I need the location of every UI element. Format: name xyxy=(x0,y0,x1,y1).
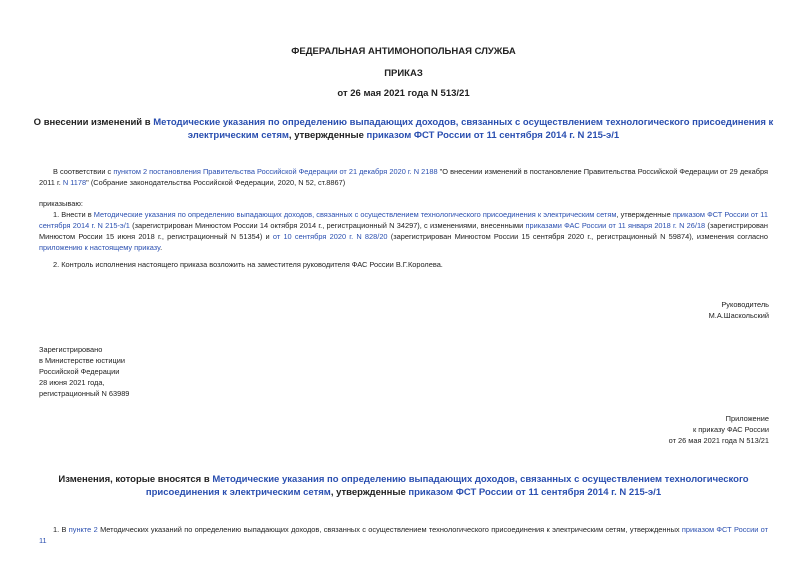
link-decree-1178[interactable]: N 1178 xyxy=(62,178,87,187)
signature-role: Руководитель xyxy=(721,300,769,309)
link-fst-order-215[interactable]: приказом ФСТ России от 11 сентября 2014 г. N 215-э/1 xyxy=(39,210,768,230)
doc-date-number: от 26 мая 2021 года N 513/21 xyxy=(337,88,470,99)
order-word: приказываю: xyxy=(39,199,83,208)
order-item-2: 2. Контроль исполнения настоящего приказа возложить на заместителя руководителя ФАС России В.Г.Королева. xyxy=(53,260,443,269)
registration-line: Российской Федерации xyxy=(39,367,120,376)
order-item-1: 1. Внести в Методические указания по определению выпадающих доходов, связанных с осуществлением технологического присоединения к электрическим сетям, утвержденные приказом ФСТ России от 11 сентября 2014 г. N 215-э/1 (зарегистрирован Минюстом России 14 октября 2014 г., регистрационный N 34297), с изменениями, внесенными приказами ФАС России от 11 января 2018 г. N 26/18 (зарегистрирован Минюстом России 15 июня 2018 г., регистрационный N 51354) и от 10 сентября 2020 г. N 828/20 (зарегистрирован Минюстом России 15 сентября 2020 г., регистрационный N 59874), изменения согласно приложению к настоящему приказу. xyxy=(39,210,769,252)
title-link-fst-order[interactable]: приказом ФСТ России от 11 сентября 2014 г. N 215-э/1 xyxy=(366,130,620,141)
signature-block xyxy=(709,299,769,321)
link-fst-order-partial[interactable]: приказом ФСТ России от 11 xyxy=(39,525,769,545)
appendix-block xyxy=(669,413,769,446)
registration-block xyxy=(39,344,129,399)
title-link-methodical-guidelines[interactable]: Методические указания по определению выпадающих доходов, связанных с осуществлением технологического присоединения к электрическим сетям xyxy=(153,117,774,141)
document-title: О внесении изменений в Методические указания по определению выпадающих доходов, связанных с осуществлением технологического присоединения к электрическим сетям, утвержденные приказом ФСТ России от 11 сентября 2014 г. N 215-э/1 xyxy=(33,117,774,141)
registration-line: Зарегистрировано xyxy=(39,345,103,354)
changes-title-link-methodical-guidelines[interactable]: Методические указания по определению выпадающих доходов, связанных с осуществлением технологического присоединения к электрическим сетям xyxy=(145,474,749,498)
changes-title-link-fst-order[interactable]: приказом ФСТ России от 11 сентября 2014 г. N 215-э/1 xyxy=(408,487,662,498)
registration-line: регистрационный N 63989 xyxy=(39,389,130,398)
link-fas-order-26-18[interactable]: приказами ФАС России от 11 января 2018 г. N 26/18 xyxy=(525,221,706,230)
change-item-1: 1. В пункте 2 Методических указаний по определению выпадающих доходов, связанных с осуществлением технологического присоединения к электрическим сетям, утвержденных приказом ФСТ России от 11 xyxy=(39,525,769,545)
doc-type: ПРИКАЗ xyxy=(384,68,423,79)
changes-title: Изменения, которые вносятся в Методические указания по определению выпадающих доходов, связанных с осуществлением технологического присоединения к электрическим сетям, утвержденные приказом ФСТ России от 11 сентября 2014 г. N 215-э/1 xyxy=(58,474,749,498)
preamble-paragraph: В соответствии с пунктом 2 постановления Правительства Российской Федерации от 21 декабря 2020 г. N 2188 "О внесении изменений в постановление Правительства Российской Федерации от 29 декабря 2011 г. N 1178" (Собрание законодательства Российской Федерации, 2020, N 52, ст.8867) xyxy=(39,167,769,187)
link-point-2[interactable]: пункте 2 xyxy=(68,525,98,534)
link-government-decree-2188[interactable]: пунктом 2 постановления Правительства Российской Федерации от 21 декабря 2020 г. N 2188 xyxy=(113,167,438,176)
link-appendix[interactable]: приложению к настоящему приказу xyxy=(39,243,161,252)
link-methodical-guidelines[interactable]: Методические указания по определению выпадающих доходов, связанных с осуществлением технологического присоединения к электрическим сетям xyxy=(93,210,617,219)
registration-line: 28 июня 2021 года, xyxy=(39,378,105,387)
appendix-line: от 26 мая 2021 года N 513/21 xyxy=(668,436,769,445)
signature-name: М.А.Шаскольский xyxy=(708,311,769,320)
registration-line: в Министерстве юстиции xyxy=(39,356,126,365)
appendix-line: к приказу ФАС России xyxy=(693,425,769,434)
link-fas-order-828-20[interactable]: от 10 сентября 2020 г. N 828/20 xyxy=(272,232,388,241)
agency-name: ФЕДЕРАЛЬНАЯ АНТИМОНОПОЛЬНАЯ СЛУЖБА xyxy=(291,46,516,57)
appendix-line: Приложение xyxy=(725,414,769,423)
